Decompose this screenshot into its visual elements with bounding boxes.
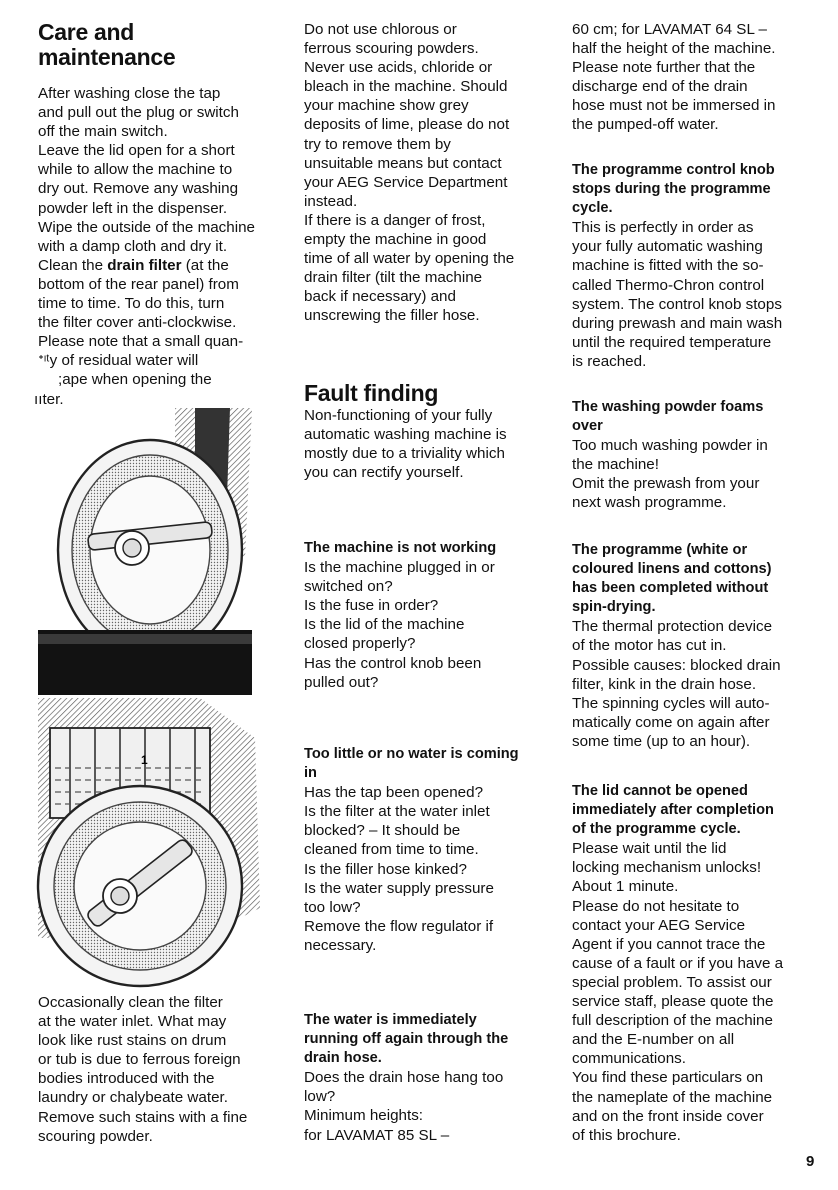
text-line: Non-functioning of your fully: [304, 407, 493, 424]
fault-heading: has been completed without: [572, 580, 769, 597]
text-line: 60 cm; for LAVAMAT 64 SL –: [572, 21, 767, 38]
text-line: Leave the lid open for a short: [38, 142, 235, 160]
text-line: the filter cover anti-clockwise.: [38, 314, 237, 332]
text-line: Is the lid of the machine: [304, 616, 465, 634]
text-line: Has the tap been opened?: [304, 784, 484, 802]
text-line: look like rust stains on drum: [38, 1032, 227, 1050]
text-line: with a damp cloth and dry it.: [38, 237, 228, 255]
text-line: machine is fitted with the so-: [572, 257, 764, 275]
text-line: ferrous scouring powders.: [304, 40, 479, 58]
fault-heading: The water is immediately: [304, 1012, 477, 1028]
text-line: Is the filter at the water inlet: [304, 803, 490, 821]
text-line: empty the machine in good: [304, 231, 487, 249]
text-line: low?: [304, 1088, 336, 1106]
text-line: Remove such stains with a fine: [38, 1108, 248, 1126]
text-line: and pull out the plug or switch: [38, 104, 239, 122]
text-line: dry out. Remove any washing: [38, 180, 239, 198]
text-line: bodies introduced with the: [38, 1070, 215, 1088]
text-line: bleach in the machine. Should: [304, 78, 508, 96]
text-line: pulled out?: [304, 673, 379, 691]
text-line: You find these particulars on: [572, 1069, 764, 1087]
text-line: special problem. To assist our: [572, 973, 772, 991]
text-line: laundry or chalybeate water.: [38, 1089, 228, 1107]
text-line: during prewash and main wash: [572, 314, 783, 332]
title-line: maintenance: [38, 44, 176, 70]
fault-lid-locked: [572, 782, 783, 1145]
care-body: [34, 84, 255, 409]
text-line: Agent if you cannot trace the: [572, 935, 766, 953]
fault-heading: Too little or no water is coming: [304, 746, 519, 762]
fault-heading: The machine is not working: [304, 540, 497, 556]
text-line: ııter.: [34, 390, 64, 408]
text-line: your machine show grey: [304, 97, 469, 115]
text-line: time of all water by opening the: [304, 250, 515, 268]
text-line: discharge end of the drain: [572, 78, 748, 96]
text-line: hose must not be immersed in: [572, 97, 776, 115]
text-line: off the main switch.: [38, 123, 168, 141]
text-line: unsuitable means but contact: [304, 154, 502, 172]
text-line: filter, kink in the drain hose.: [572, 675, 757, 693]
fault-no-water: [304, 745, 519, 955]
text-line: powder left in the dispenser.: [38, 199, 228, 217]
text-line: Possible causes: blocked drain: [572, 656, 781, 674]
section-title-care: [38, 20, 175, 70]
text-line: mostly due to a triviality which: [304, 445, 505, 463]
text-line: at the water inlet. What may: [38, 1013, 227, 1031]
text-line: unscrewing the filler hose.: [304, 307, 480, 325]
text-line: drain filter (tilt the machine: [304, 269, 483, 287]
fault-foams: [572, 398, 768, 513]
fault-heading: The programme control knob: [572, 162, 775, 178]
fault-intro: [304, 406, 507, 482]
text-line: full description of the machine: [572, 1012, 773, 1030]
fault-heading: The washing powder foams: [572, 399, 764, 415]
text-line: Please wait until the lid: [572, 840, 727, 858]
title-line: Care and: [38, 19, 135, 45]
text-line: closed properly?: [304, 635, 416, 653]
fault-heading: cycle.: [572, 200, 613, 217]
fault-knob-stops: [572, 161, 782, 371]
care-body-continued: [304, 20, 514, 326]
text-line: or tub is due to ferrous foreign: [38, 1051, 241, 1069]
text-line: while to allow the machine to: [38, 161, 233, 179]
text-line: Please note that a small quan-: [38, 333, 244, 351]
text-line: your AEG Service Department: [304, 173, 508, 191]
text-line: Minimum heights:: [304, 1107, 424, 1125]
text-line: and the E-number on all: [572, 1031, 735, 1049]
fault-heading: spin-drying.: [572, 599, 656, 616]
fault-heading: stops during the programme: [572, 181, 771, 198]
section-title-fault-finding: Fault finding: [304, 380, 439, 406]
text-line: called Thermo-Chron control: [572, 276, 765, 294]
drain-filter-term: drain filter: [107, 256, 182, 274]
text-line: Is the fuse in order?: [304, 597, 439, 615]
text-line: If there is a danger of frost,: [304, 211, 486, 229]
text-span: Clean the: [38, 256, 108, 274]
text-line: next wash programme.: [572, 494, 727, 512]
text-line: the nameplate of the machine: [572, 1088, 773, 1106]
text-line: necessary.: [304, 936, 377, 954]
text-line: some time (up to an hour).: [572, 732, 751, 750]
text-line: locking mechanism unlocks!: [572, 859, 762, 877]
text-line: ;ape when opening the: [58, 371, 212, 389]
text-line: instead.: [304, 192, 358, 210]
text-line: half the height of the machine.: [572, 40, 776, 58]
text-line: system. The control knob stops: [572, 295, 782, 313]
text-line: automatic washing machine is: [304, 426, 507, 444]
text-line: of this brochure.: [572, 1126, 681, 1144]
text-line: [38, 256, 255, 275]
text-line: time to time. To do this, turn: [38, 295, 225, 313]
text-line: the machine!: [572, 456, 659, 474]
inlet-filter-text: [38, 993, 247, 1146]
text-line: Never use acids, chloride or: [304, 59, 493, 77]
text-line: cause of a fault or if you have a: [572, 954, 784, 972]
text-line: service staff, please quote the: [572, 993, 774, 1011]
text-line: The thermal protection device: [572, 618, 773, 636]
fault-heading: The lid cannot be opened: [572, 783, 748, 799]
fault-heading: The programme (white or: [572, 542, 748, 558]
text-line: blocked? – It should be: [304, 822, 461, 840]
text-line: Occasionally clean the filter: [38, 994, 223, 1011]
text-line: Wipe the outside of the machine: [38, 218, 255, 236]
text-line: try to remove them by: [304, 135, 451, 153]
page-number: 9: [806, 1153, 815, 1170]
figure-callout-label: 1: [141, 753, 148, 767]
text-line: ᐩᶦᵗy of residual water will: [38, 352, 199, 370]
text-line: Is the machine plugged in or: [304, 559, 495, 577]
text-line: Please note further that the: [572, 59, 756, 77]
filter-illustration: [0, 408, 300, 998]
text-line: and on the front inside cover: [572, 1107, 764, 1125]
text-span: (at the: [181, 256, 229, 274]
text-line: back if necessary) and: [304, 288, 456, 306]
text-line: About 1 minute.: [572, 878, 679, 896]
fault-drain: [304, 1011, 508, 1145]
fault-heading: drain hose.: [304, 1050, 382, 1067]
text-line: Too much washing powder in: [572, 437, 768, 455]
text-line: Please do not hesitate to: [572, 897, 740, 915]
text-line: Is the water supply pressure: [304, 879, 494, 897]
text-line: your fully automatic washing: [572, 238, 763, 256]
fault-heading: over: [572, 418, 603, 435]
fault-no-spin: [572, 541, 781, 751]
text-line: This is perfectly in order as: [572, 219, 754, 237]
fault-heading: immediately after completion: [572, 802, 774, 819]
text-line: deposits of lime, please do not: [304, 116, 510, 134]
text-line: too low?: [304, 898, 361, 916]
text-line: Does the drain hose hang too: [304, 1069, 504, 1087]
text-line: bottom of the rear panel) from: [38, 275, 239, 293]
text-line: until the required temperature: [572, 333, 772, 351]
text-line: Omit the prewash from your: [572, 475, 760, 493]
text-line: Is the filler hose kinked?: [304, 860, 467, 878]
text-line: matically come on again after: [572, 713, 770, 731]
text-line: you can rectify yourself.: [304, 464, 464, 482]
text-line: After washing close the tap: [38, 85, 221, 102]
text-line: cleaned from time to time.: [304, 841, 479, 859]
text-line: The spinning cycles will auto-: [572, 694, 770, 712]
text-line: communications.: [572, 1050, 686, 1068]
text-line: switched on?: [304, 578, 393, 596]
text-line: the pumped-off water.: [572, 116, 719, 134]
text-line: of the motor has cut in.: [572, 637, 727, 655]
fault-not-working: [304, 539, 496, 692]
text-line: contact your AEG Service: [572, 916, 746, 934]
text-line: is reached.: [572, 352, 647, 370]
text-line: Do not use chlorous or: [304, 21, 457, 38]
text-line: scouring powder.: [38, 1127, 153, 1145]
fault-heading: coloured linens and cottons): [572, 561, 772, 578]
text-line: for LAVAMAT 85 SL –: [304, 1126, 450, 1144]
fault-heading: of the programme cycle.: [572, 821, 741, 838]
drain-continued: [572, 20, 775, 135]
text-line: Remove the flow regulator if: [304, 917, 494, 935]
text-line: Has the control knob been: [304, 654, 482, 672]
fault-heading: running off again through the: [304, 1031, 509, 1048]
fault-heading: in: [304, 765, 317, 782]
